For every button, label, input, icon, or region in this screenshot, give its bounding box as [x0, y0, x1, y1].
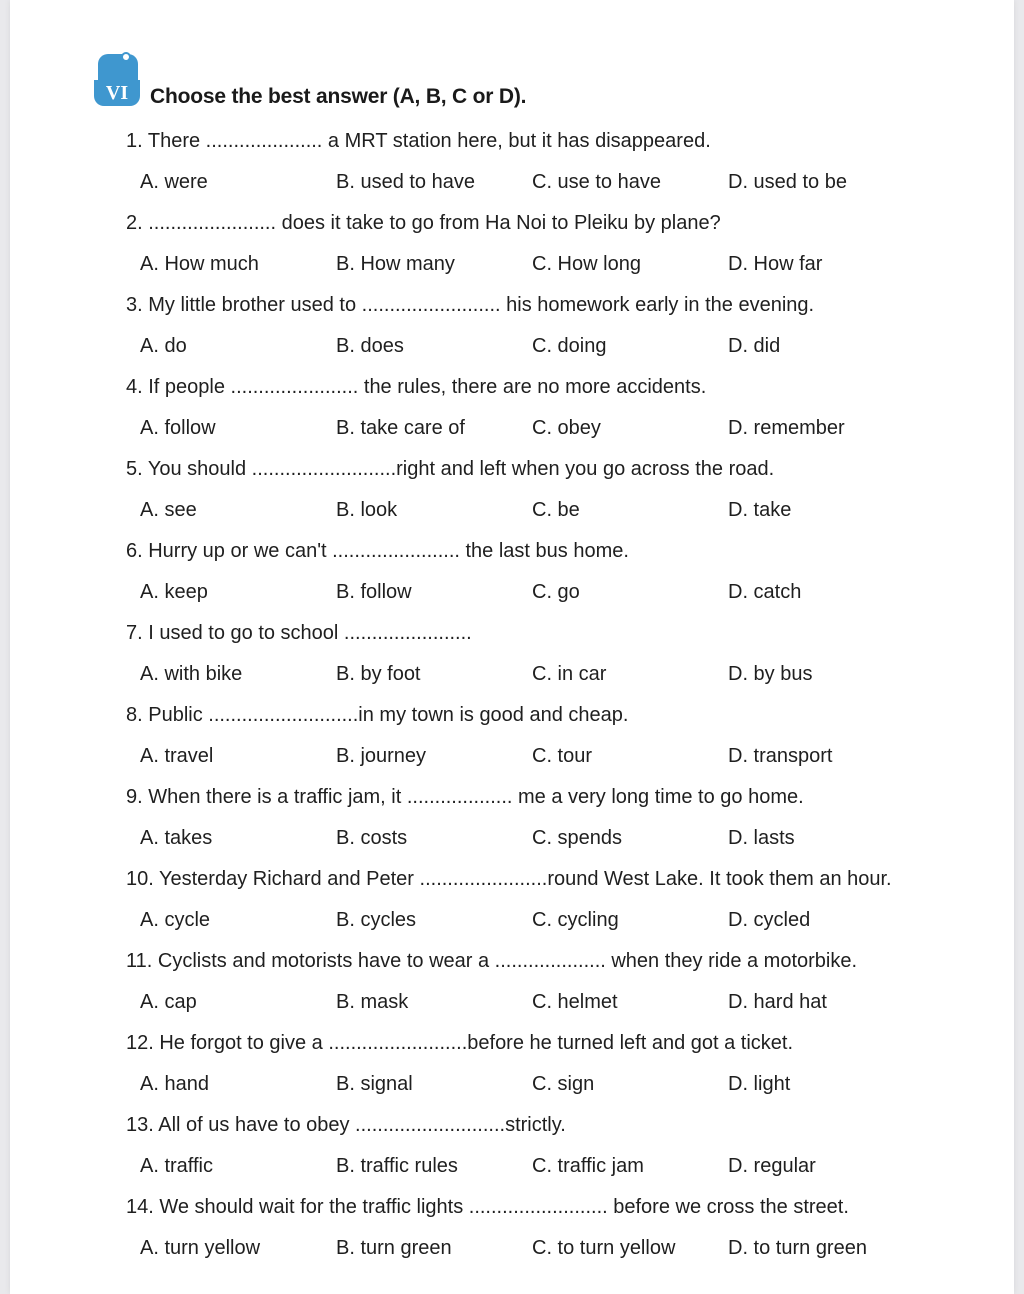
answer-option-a[interactable]: A. hand — [140, 1073, 209, 1095]
answer-option-d[interactable]: D. did — [728, 335, 781, 357]
answer-option-a[interactable]: A. How much — [140, 253, 259, 275]
answer-option-c[interactable]: C. go — [532, 581, 580, 603]
answer-option-b[interactable]: B. How many — [336, 253, 455, 275]
question-text: 12. He forgot to give a .........................before he turned left and got a ticket. — [126, 1032, 794, 1054]
answer-option-c[interactable]: C. helmet — [532, 991, 618, 1013]
answer-option-b[interactable]: B. by foot — [336, 663, 421, 685]
answer-option-d[interactable]: D. by bus — [728, 663, 813, 685]
answer-option-a[interactable]: A. see — [140, 499, 197, 521]
answer-option-c[interactable]: C. sign — [532, 1073, 595, 1095]
answer-option-a[interactable]: A. takes — [140, 827, 213, 849]
question-text: 5. You should ..........................right and left when you go across the road. — [126, 458, 775, 480]
question-text: 11. Cyclists and motorists have to wear a .................... when they ride a motorbike. — [126, 950, 858, 972]
answer-option-a[interactable]: A. cap — [140, 991, 197, 1013]
answer-option-b[interactable]: B. signal — [336, 1073, 413, 1095]
answer-option-d[interactable]: D. regular — [728, 1155, 816, 1177]
answer-option-c[interactable]: C. How long — [532, 253, 641, 275]
answer-option-d[interactable]: D. used to be — [728, 171, 847, 193]
answer-option-c[interactable]: C. be — [532, 499, 580, 521]
answer-option-a[interactable]: A. cycle — [140, 909, 211, 931]
answer-option-c[interactable]: C. spends — [532, 827, 623, 849]
badge-dot-icon — [121, 52, 131, 62]
answer-option-c[interactable]: C. to turn yellow — [532, 1237, 676, 1259]
answer-option-b[interactable]: B. take care of — [336, 417, 465, 439]
answer-option-a[interactable]: A. do — [140, 335, 187, 357]
answer-option-d[interactable]: D. take — [728, 499, 792, 521]
answer-option-c[interactable]: C. use to have — [532, 171, 661, 193]
answer-option-a[interactable]: A. traffic — [140, 1155, 213, 1177]
question-text: 7. I used to go to school ....................... — [126, 622, 472, 644]
answer-option-b[interactable]: B. cycles — [336, 909, 417, 931]
question-text: 1. There ..................... a MRT station here, but it has disappeared. — [126, 130, 711, 152]
question-text: 8. Public ...........................in my town is good and cheap. — [126, 704, 629, 726]
question-text: 9. When there is a traffic jam, it ................... me a very long time to go home. — [126, 786, 804, 808]
answer-option-c[interactable]: C. in car — [532, 663, 607, 685]
answer-option-d[interactable]: D. remember — [728, 417, 845, 439]
answer-option-b[interactable]: B. look — [336, 499, 398, 521]
answer-option-d[interactable]: D. transport — [728, 745, 833, 767]
answer-option-a[interactable]: A. were — [140, 171, 208, 193]
answer-option-a[interactable]: A. with bike — [140, 663, 243, 685]
section-title: Choose the best answer (A, B, C or D). — [150, 85, 527, 108]
answer-option-c[interactable]: C. cycling — [532, 909, 619, 931]
answer-option-b[interactable]: B. does — [336, 335, 404, 357]
answer-option-b[interactable]: B. follow — [336, 581, 412, 603]
section-number: VI — [94, 80, 140, 106]
question-text: 2. ....................... does it take to go from Ha Noi to Pleiku by plane? — [126, 212, 721, 234]
answer-option-c[interactable]: C. doing — [532, 335, 607, 357]
answer-option-c[interactable]: C. obey — [532, 417, 601, 439]
answer-option-d[interactable]: D. lasts — [728, 827, 795, 849]
answer-option-b[interactable]: B. mask — [336, 991, 409, 1013]
answer-option-b[interactable]: B. turn green — [336, 1237, 452, 1259]
answer-option-b[interactable]: B. journey — [336, 745, 427, 767]
answer-option-d[interactable]: D. to turn green — [728, 1237, 867, 1259]
answer-option-c[interactable]: C. traffic jam — [532, 1155, 644, 1177]
question-text: 13. All of us have to obey ...........................strictly. — [126, 1114, 566, 1136]
answer-option-a[interactable]: A. travel — [140, 745, 214, 767]
answer-option-d[interactable]: D. catch — [728, 581, 802, 603]
answer-option-d[interactable]: D. cycled — [728, 909, 811, 931]
answer-option-b[interactable]: B. used to have — [336, 171, 475, 193]
section-badge — [94, 48, 142, 106]
badge-tab-shape — [98, 54, 138, 82]
answer-option-b[interactable]: B. traffic rules — [336, 1155, 458, 1177]
answer-option-c[interactable]: C. tour — [532, 745, 593, 767]
answer-option-a[interactable]: A. keep — [140, 581, 208, 603]
question-text: 10. Yesterday Richard and Peter .......................round West Lake. It took them an hour. — [126, 868, 892, 890]
answer-option-d[interactable]: D. light — [728, 1073, 791, 1095]
worksheet-page — [10, 0, 1014, 1294]
question-text: 3. My little brother used to ......................... his homework early in the evening. — [126, 294, 815, 316]
answer-option-a[interactable]: A. turn yellow — [140, 1237, 261, 1259]
answer-option-b[interactable]: B. costs — [336, 827, 408, 849]
question-text: 6. Hurry up or we can't ....................... the last bus home. — [126, 540, 629, 562]
question-text: 4. If people ....................... the rules, there are no more accidents. — [126, 376, 707, 398]
answer-option-d[interactable]: D. How far — [728, 253, 823, 275]
answer-option-d[interactable]: D. hard hat — [728, 991, 827, 1013]
answer-option-a[interactable]: A. follow — [140, 417, 216, 439]
question-text: 14. We should wait for the traffic lights ......................... before we cross the street. — [126, 1196, 849, 1218]
